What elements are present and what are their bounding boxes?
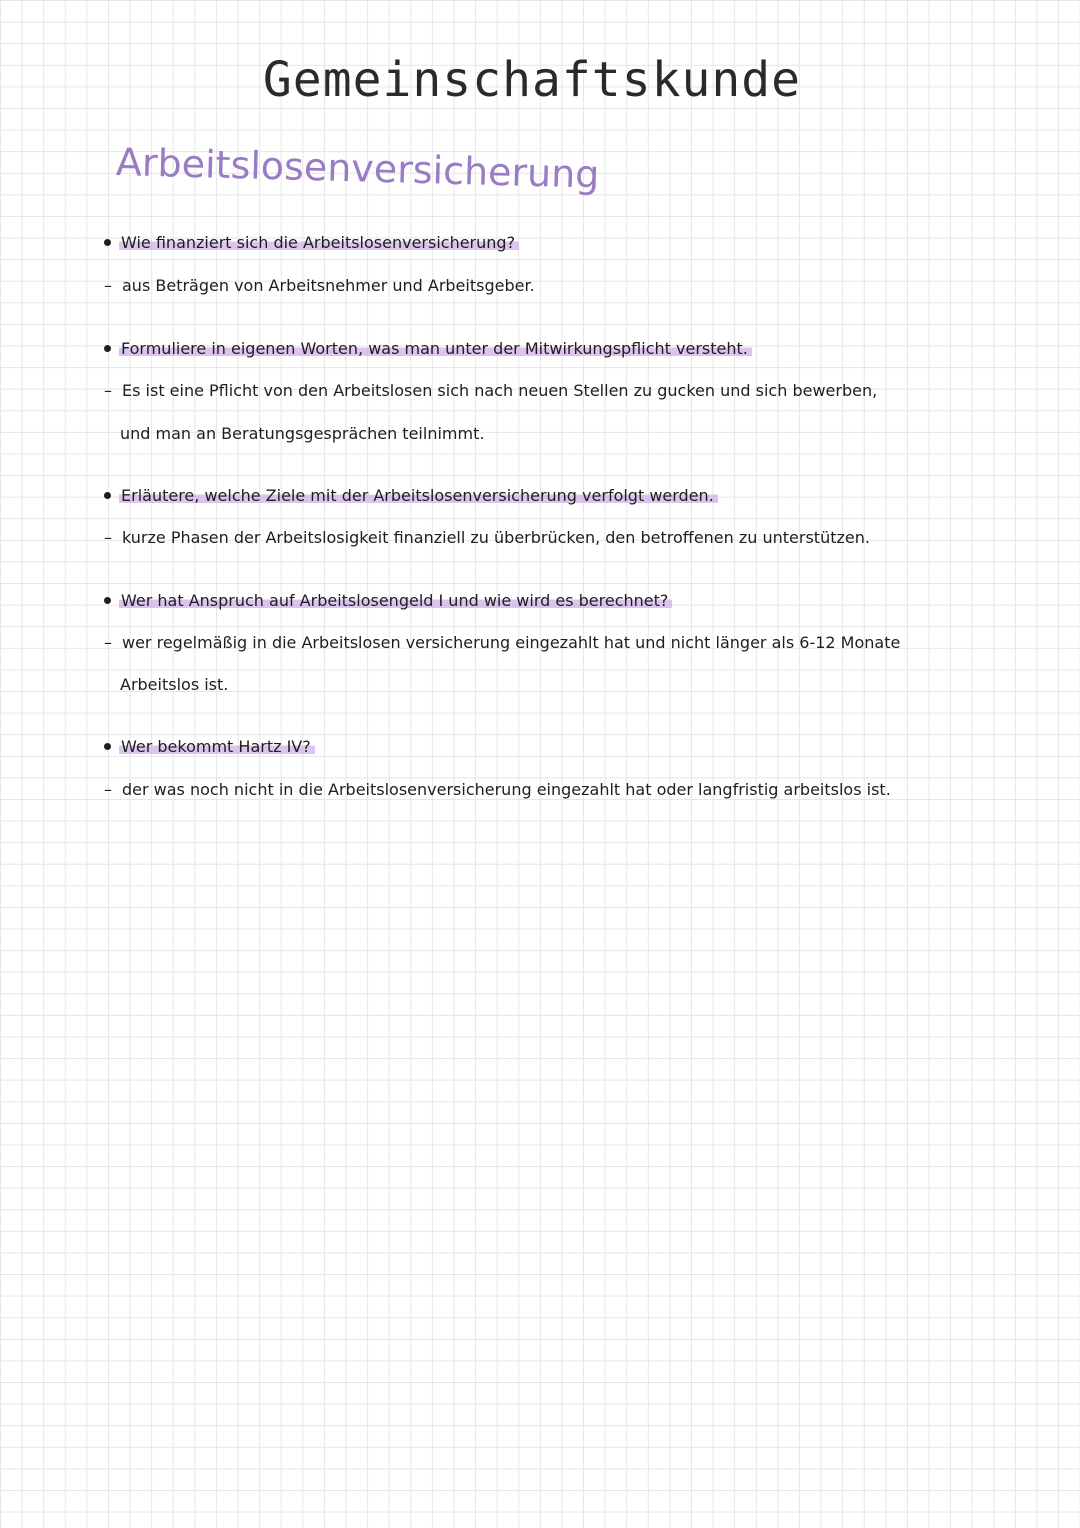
bullet-icon [104,345,111,352]
dash-icon: – [104,381,112,400]
dash-icon: – [104,780,112,799]
answer-text: der was noch nicht in die Arbeitslosenversicherung eingezahlt hat oder langfristig arbeitslos ist. [122,780,891,799]
answer-4-continuation: Arbeitslos ist. [120,675,229,694]
dash-icon: – [104,528,112,547]
bullet-icon [104,743,111,750]
answer-text: aus Beträgen von Arbeitsnehmer und Arbeitsgeber. [122,276,535,295]
answer-1 [104,276,535,295]
question-text: Wer bekommt Hartz IV? [119,737,315,756]
question-5 [104,737,315,756]
question-text: Erläutere, welche Ziele mit der Arbeitslosenversicherung verfolgt werden. [119,486,718,505]
topic-heading: Arbeitslosenversicherung [115,140,600,197]
question-text: Formuliere in eigenen Worten, was man unter der Mitwirkungspflicht versteht. [119,339,752,358]
question-2 [104,339,752,358]
answer-text: kurze Phasen der Arbeitslosigkeit finanziell zu überbrücken, den betroffenen zu unterstützen. [122,528,870,547]
question-1 [104,233,519,252]
question-3 [104,486,718,505]
question-text: Wer hat Anspruch auf Arbeitslosengeld I und wie wird es berechnet? [119,591,672,610]
question-4 [104,591,672,610]
answer-2-continuation: und man an Beratungsgesprächen teilnimmt. [120,424,485,443]
answer-4 [104,633,900,652]
question-text: Wie finanziert sich die Arbeitslosenversicherung? [119,233,519,252]
answer-2 [104,381,877,400]
dash-icon: – [104,276,112,295]
bullet-icon [104,597,111,604]
answer-text: wer regelmäßig in die Arbeitslosen versicherung eingezahlt hat und nicht länger als 6-12 Monate [122,633,901,652]
answer-text: Es ist eine Pflicht von den Arbeitslosen sich nach neuen Stellen zu gucken und sich bewerben, [122,381,878,400]
bullet-icon [104,492,111,499]
answer-3 [104,528,870,547]
answer-5 [104,780,891,799]
dash-icon: – [104,633,112,652]
bullet-icon [104,239,111,246]
subject-title: Gemeinschaftskunde [262,52,802,108]
